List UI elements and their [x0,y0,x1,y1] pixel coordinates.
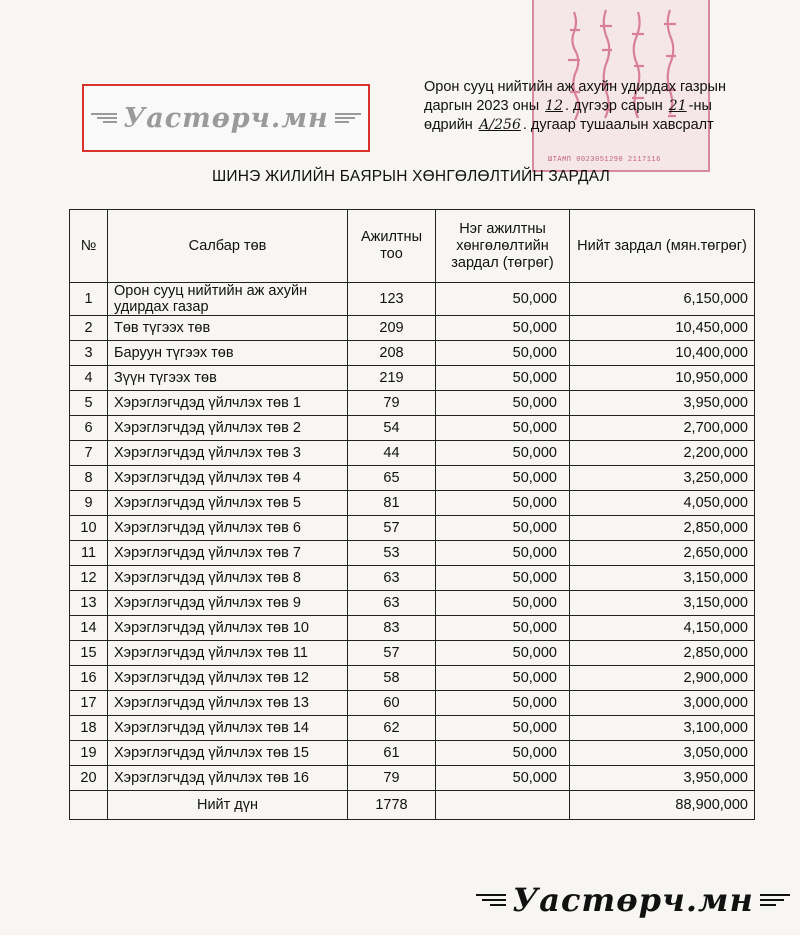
row-per-employee: 50,000 [436,416,570,441]
row-total: 3,250,000 [570,466,755,491]
row-branch-name: Хэрэглэгчдэд үйлчлэх төв 10 [108,616,348,641]
table-row [70,416,755,441]
row-branch-name: Орон сууц нийтийн аж ахуйн удирдах газар [108,283,348,316]
sum-empty-cell-2 [436,791,570,820]
row-total: 3,050,000 [570,741,755,766]
row-per-employee: 50,000 [436,741,570,766]
row-employee-count: 79 [348,391,436,416]
table-row [70,691,755,716]
watermark-text-bottom: Уастөрч.мн [512,881,754,919]
table-row [70,316,755,341]
top-watermark-logo [82,84,370,152]
row-per-employee: 50,000 [436,391,570,416]
row-employee-count: 83 [348,616,436,641]
row-total: 10,400,000 [570,341,755,366]
row-per-employee: 50,000 [436,691,570,716]
table-row [70,591,755,616]
row-number: 1 [70,283,108,316]
row-employee-count: 57 [348,641,436,666]
row-total: 10,450,000 [570,316,755,341]
row-employee-count: 58 [348,666,436,691]
handwritten-month: 12 [545,98,563,114]
header-per-employee: Нэг ажилтны хөнгөлөлтийн зардал (төгрөг) [436,210,570,283]
row-employee-count: 208 [348,341,436,366]
row-branch-name: Хэрэглэгчдэд үйлчлэх төв 15 [108,741,348,766]
header-line-2-mid: . дүгээр сарын [564,98,663,114]
row-number: 9 [70,491,108,516]
row-total: 3,950,000 [570,766,755,791]
row-branch-name: Баруун түгээх төв [108,341,348,366]
row-branch-name: Хэрэглэгчдэд үйлчлэх төв 4 [108,466,348,491]
row-employee-count: 53 [348,541,436,566]
table-header-row [70,210,755,283]
handwritten-day: 21 [668,98,687,114]
row-branch-name: Төв түгээх төв [108,316,348,341]
header-branch: Салбар төв [108,210,348,283]
row-total: 4,050,000 [570,491,755,516]
row-employee-count: 63 [348,566,436,591]
row-per-employee: 50,000 [436,716,570,741]
row-total: 4,150,000 [570,616,755,641]
table-sum-row [70,791,755,820]
row-employee-count: 209 [348,316,436,341]
row-per-employee: 50,000 [436,766,570,791]
row-number: 3 [70,341,108,366]
row-branch-name: Хэрэглэгчдэд үйлчлэх төв 13 [108,691,348,716]
left-wing-icon [90,111,117,125]
row-branch-name: Хэрэглэгчдэд үйлчлэх төв 8 [108,566,348,591]
table-body [70,283,755,791]
row-employee-count: 62 [348,716,436,741]
row-number: 4 [70,366,108,391]
row-total: 3,950,000 [570,391,755,416]
row-total: 2,650,000 [570,541,755,566]
row-per-employee: 50,000 [436,283,570,316]
header-line-3-pre: өдрийн [424,117,473,133]
table-row [70,741,755,766]
table-row [70,716,755,741]
row-employee-count: 65 [348,466,436,491]
row-per-employee: 50,000 [436,541,570,566]
header-line-2-post: -ны [688,98,712,114]
row-employee-count: 63 [348,591,436,616]
header-line-3 [424,116,794,135]
header-no: № [70,210,108,283]
row-total: 3,000,000 [570,691,755,716]
row-number: 20 [70,766,108,791]
right-wing-icon [760,893,782,907]
appendix-header [424,78,794,135]
table-row [70,283,755,316]
header-line-1: Орон сууц нийтийн аж ахуйн удирдах газрын [424,79,726,95]
stamp-footer-text: ШТАМП 0023051290 2117116 [548,156,661,164]
row-total: 10,950,000 [570,366,755,391]
bottom-watermark-logo [478,872,788,928]
row-per-employee: 50,000 [436,666,570,691]
row-number: 17 [70,691,108,716]
row-per-employee: 50,000 [436,566,570,591]
row-branch-name: Хэрэглэгчдэд үйлчлэх төв 9 [108,591,348,616]
row-total: 3,100,000 [570,716,755,741]
row-total: 2,900,000 [570,666,755,691]
row-number: 7 [70,441,108,466]
row-number: 8 [70,466,108,491]
row-branch-name: Хэрэглэгчдэд үйлчлэх төв 16 [108,766,348,791]
row-number: 2 [70,316,108,341]
row-branch-name: Хэрэглэгчдэд үйлчлэх төв 3 [108,441,348,466]
handwritten-order-number: А/256 [478,117,521,133]
row-number: 19 [70,741,108,766]
row-per-employee: 50,000 [436,441,570,466]
sum-count: 1778 [348,791,436,820]
row-number: 10 [70,516,108,541]
row-number: 13 [70,591,108,616]
row-per-employee: 50,000 [436,516,570,541]
row-number: 11 [70,541,108,566]
table-row [70,341,755,366]
row-employee-count: 219 [348,366,436,391]
row-employee-count: 81 [348,491,436,516]
right-wing-icon [335,111,362,125]
row-employee-count: 79 [348,766,436,791]
row-per-employee: 50,000 [436,641,570,666]
row-number: 18 [70,716,108,741]
row-total: 3,150,000 [570,566,755,591]
row-branch-name: Хэрэглэгчдэд үйлчлэх төв 6 [108,516,348,541]
table-row [70,616,755,641]
row-per-employee: 50,000 [436,341,570,366]
left-wing-icon [484,893,506,907]
row-number: 12 [70,566,108,591]
row-per-employee: 50,000 [436,466,570,491]
row-per-employee: 50,000 [436,616,570,641]
table-row [70,366,755,391]
header-line-2 [424,97,794,116]
row-employee-count: 57 [348,516,436,541]
row-branch-name: Хэрэглэгчдэд үйлчлэх төв 12 [108,666,348,691]
row-total: 3,150,000 [570,591,755,616]
row-number: 15 [70,641,108,666]
row-branch-name: Хэрэглэгчдэд үйлчлэх төв 7 [108,541,348,566]
row-branch-name: Хэрэглэгчдэд үйлчлэх төв 5 [108,491,348,516]
header-total: Нийт зардал (мян.төгрөг) [570,210,755,283]
row-employee-count: 54 [348,416,436,441]
table-row [70,541,755,566]
document-title-text: ШИНЭ ЖИЛИЙН БАЯРЫН ХӨНГӨЛӨЛТИЙН ЗАРДАЛ [212,168,610,185]
sum-empty-cell [70,791,108,820]
table-row [70,566,755,591]
table-row [70,466,755,491]
row-branch-name: Хэрэглэгчдэд үйлчлэх төв 2 [108,416,348,441]
row-number: 6 [70,416,108,441]
row-total: 6,150,000 [570,283,755,316]
header-line-3-post: . дугаар тушаалын хавсралт [522,117,714,133]
row-number: 16 [70,666,108,691]
row-number: 14 [70,616,108,641]
row-per-employee: 50,000 [436,491,570,516]
table-row [70,516,755,541]
header-count: Ажилтны тоо [348,210,436,283]
sum-label: Нийт дүн [108,791,348,820]
row-total: 2,700,000 [570,416,755,441]
row-total: 2,850,000 [570,516,755,541]
row-per-employee: 50,000 [436,591,570,616]
table-row [70,641,755,666]
row-total: 2,850,000 [570,641,755,666]
watermark-text: Уастөрч.мн [123,102,329,134]
row-employee-count: 123 [348,283,436,316]
row-employee-count: 44 [348,441,436,466]
row-employee-count: 61 [348,741,436,766]
row-employee-count: 60 [348,691,436,716]
row-branch-name: Хэрэглэгчдэд үйлчлэх төв 14 [108,716,348,741]
row-branch-name: Хэрэглэгчдэд үйлчлэх төв 11 [108,641,348,666]
table-row [70,666,755,691]
row-total: 2,200,000 [570,441,755,466]
expense-table [69,209,755,820]
sum-total: 88,900,000 [570,791,755,820]
document-title [0,168,800,186]
table-row [70,766,755,791]
row-number: 5 [70,391,108,416]
header-line-2-pre: даргын 2023 оны [424,98,540,114]
row-per-employee: 50,000 [436,366,570,391]
row-branch-name: Хэрэглэгчдэд үйлчлэх төв 1 [108,391,348,416]
row-per-employee: 50,000 [436,316,570,341]
table-row [70,441,755,466]
table-row [70,391,755,416]
row-branch-name: Зүүн түгээх төв [108,366,348,391]
table-row [70,491,755,516]
